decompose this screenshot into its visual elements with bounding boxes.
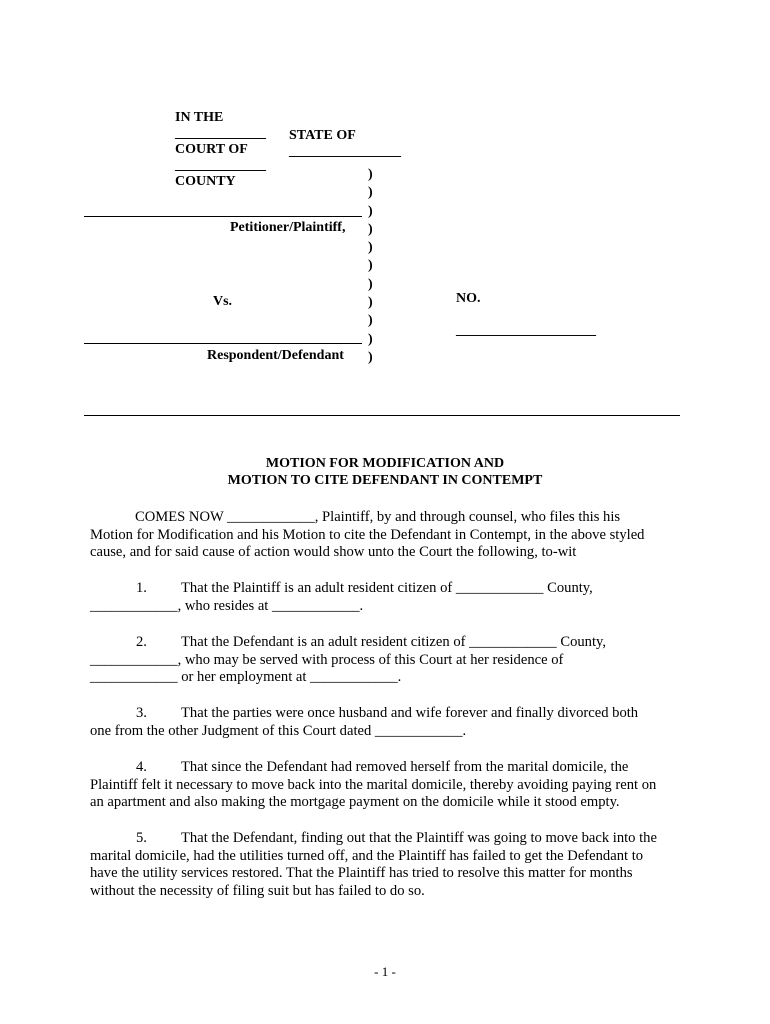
intro-line: Motion for Modification and his Motion to cite the Defendant in Contempt, in the above styled <box>90 526 645 543</box>
paragraph-line: an apartment and also making the mortgage payment on the domicile while it stood empty. <box>90 794 620 811</box>
petitioner-name-line[interactable] <box>84 216 362 217</box>
court-name-blank[interactable]: _____________ <box>175 126 266 141</box>
petitioner-label: Petitioner/Plaintiff, <box>230 220 346 235</box>
paren: ) <box>368 185 373 201</box>
caption-parens <box>368 166 373 367</box>
paren: ) <box>368 313 373 329</box>
paragraph-line: ____________ or her employment at ____________. <box>90 669 402 686</box>
paren: ) <box>368 203 373 219</box>
paragraph-line: That the Defendant is an adult resident citizen of ____________ County, <box>181 634 607 650</box>
county-name-blank[interactable]: _____________ <box>175 158 266 173</box>
paragraph-line: Plaintiff felt it necessary to move back into the marital domicile, thereby avoiding paying rent on <box>90 776 657 793</box>
intro-line: cause, and for said cause of action would show unto the Court the following, to-wit <box>90 544 577 561</box>
paren: ) <box>368 167 373 182</box>
caption-divider <box>84 415 680 416</box>
intro-line: COMES NOW ____________, Plaintiff, by and through counsel, who files this his <box>135 509 621 525</box>
state-name-blank[interactable]: ________________ <box>289 144 401 159</box>
paragraph-line: ____________, who resides at ____________. <box>90 597 364 614</box>
respondent-label: Respondent/Defendant <box>207 348 344 363</box>
paragraph-line: marital domicile, had the utilities turned off, and the Plaintiff has failed to get the Defendant to <box>90 847 644 864</box>
paragraph-number: 5. <box>136 830 147 846</box>
paragraph-1 <box>90 580 680 615</box>
state-line <box>282 112 401 160</box>
paren: ) <box>368 331 373 347</box>
paragraph-line: That the Defendant, finding out that the Plaintiff was going to move back into the <box>181 830 657 846</box>
paragraph-line: ____________, who may be served with process of this Court at her residence of <box>90 651 564 668</box>
county-text: COUNTY <box>175 174 236 189</box>
paragraph-4 <box>90 759 680 812</box>
case-no-label: NO. <box>456 291 481 306</box>
paragraph-line: That since the Defendant had removed herself from the marital domicile, the <box>181 759 629 775</box>
paragraph-number: 1. <box>136 580 147 596</box>
paragraph-line: That the parties were once husband and wife forever and finally divorced both <box>181 705 639 721</box>
case-number <box>449 275 596 339</box>
paragraph-line: have the utility services restored. That the Plaintiff has tried to resolve this matter for months <box>90 865 633 882</box>
paren: ) <box>368 349 373 365</box>
paragraph-line: one from the other Judgment of this Court dated ____________. <box>90 722 467 739</box>
respondent-name-line[interactable] <box>84 343 362 344</box>
paren: ) <box>368 240 373 256</box>
state-of-text: STATE OF <box>289 128 356 143</box>
paragraph-number: 4. <box>136 759 147 775</box>
paragraph-5 <box>90 830 680 900</box>
paren: ) <box>368 276 373 292</box>
paragraph-line: That the Plaintiff is an adult resident citizen of ____________ County, <box>181 580 593 596</box>
motion-title-line1: MOTION FOR MODIFICATION AND <box>265 456 505 471</box>
paragraph-number: 3. <box>136 705 147 721</box>
court-of-text: COURT OF <box>175 142 248 157</box>
page-number: - 1 - <box>374 964 396 979</box>
case-no-blank[interactable]: ____________________ <box>456 323 596 338</box>
paragraph-2 <box>90 634 680 687</box>
paragraph-3 <box>90 705 680 740</box>
versus-text: Vs. <box>213 294 233 309</box>
paren: ) <box>368 221 373 237</box>
motion-title-line2: MOTION TO CITE DEFENDANT IN CONTEMPT <box>227 473 543 488</box>
paragraph-number: 2. <box>136 634 147 650</box>
court-line <box>168 94 266 190</box>
paragraph-line: without the necessity of filing suit but has failed to do so. <box>90 882 425 899</box>
paren: ) <box>368 295 373 311</box>
intro-paragraph <box>90 509 680 562</box>
in-the-text: IN THE <box>175 110 224 125</box>
paren: ) <box>368 258 373 274</box>
